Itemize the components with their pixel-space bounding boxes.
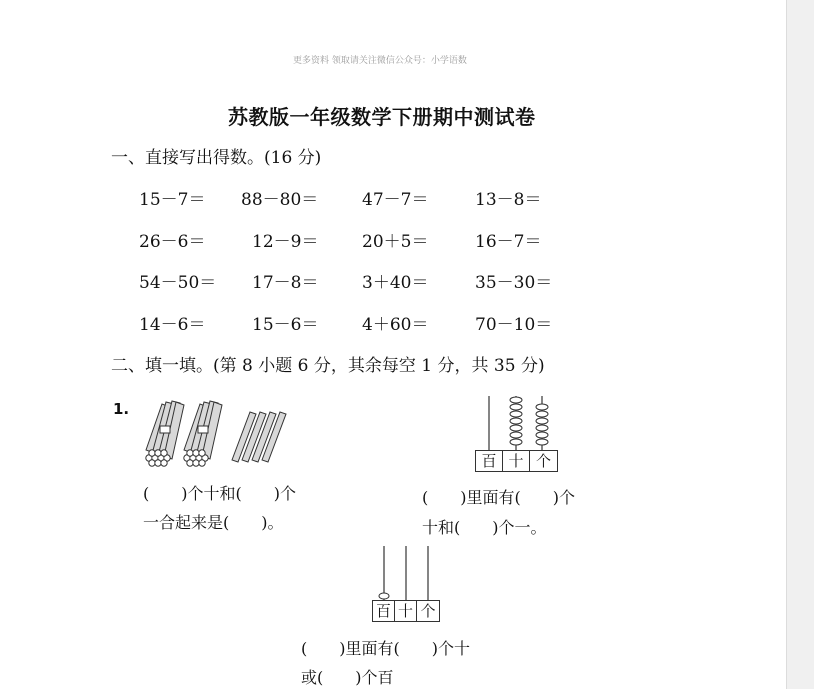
abacus-a-text-line-2: 十和( )个一。 <box>422 518 547 537</box>
header-note: 更多资料 领取请关注微信公众号：小学语数 <box>293 56 467 66</box>
place-label-tens: 十 <box>503 451 530 471</box>
stick-bundle <box>184 401 222 466</box>
section-2-heading: 二、填一填。(第 8 小题 6 分，其余每空 1 分，共 35 分) <box>111 356 545 376</box>
counting-sticks-illustration <box>140 398 290 470</box>
abacus-b-rods <box>373 544 439 600</box>
problem: 4＋60＝ <box>362 315 429 335</box>
problem: 47－7＝ <box>362 190 429 210</box>
problem: 20＋5＝ <box>362 232 429 252</box>
problem: 13－8＝ <box>475 190 542 210</box>
problem: 3＋40＝ <box>362 273 429 293</box>
problem: 35－30＝ <box>475 273 553 293</box>
problem: 16－7＝ <box>475 232 542 252</box>
single-sticks <box>232 412 286 462</box>
place-label-hundreds: 百 <box>476 451 503 471</box>
problem: 70－10＝ <box>475 315 553 335</box>
abacus-b-text-line-1: ( )里面有( )个十 <box>301 639 470 658</box>
problem: 54－50＝ <box>139 273 217 293</box>
place-label-ones: 个 <box>535 452 551 470</box>
question-number: 1. <box>113 400 130 418</box>
section-1-heading: 一、直接写出得数。(16 分) <box>111 148 322 168</box>
problem: 26－6＝ <box>139 232 206 252</box>
place-label-hundreds: 百 <box>373 601 395 621</box>
problem: 14－6＝ <box>139 315 206 335</box>
place-label-tens: 十 <box>395 601 417 621</box>
place-label-ones: 个 <box>420 602 436 620</box>
abacus-b-text-line-2: 或( )个百 <box>301 668 394 687</box>
page-title: 苏教版一年级数学下册期中测试卷 <box>228 105 536 129</box>
sticks-text-line-2: 一合起来是( )。 <box>143 513 284 532</box>
problem: 15－6＝ <box>252 315 319 335</box>
problem: 15－7＝ <box>139 190 206 210</box>
sticks-text-line-1: ( )个十和( )个 <box>143 484 296 503</box>
abacus-b-labels <box>372 600 440 622</box>
abacus-a-labels <box>475 450 558 472</box>
problem: 17－8＝ <box>252 273 319 293</box>
vertical-scrollbar[interactable] <box>786 0 814 689</box>
abacus-a-rods <box>476 394 556 450</box>
stick-bundle <box>146 401 184 466</box>
abacus-a-text-line-1: ( )里面有( )个 <box>422 488 575 507</box>
problem: 12－9＝ <box>252 232 319 252</box>
problem: 88－80＝ <box>241 190 319 210</box>
